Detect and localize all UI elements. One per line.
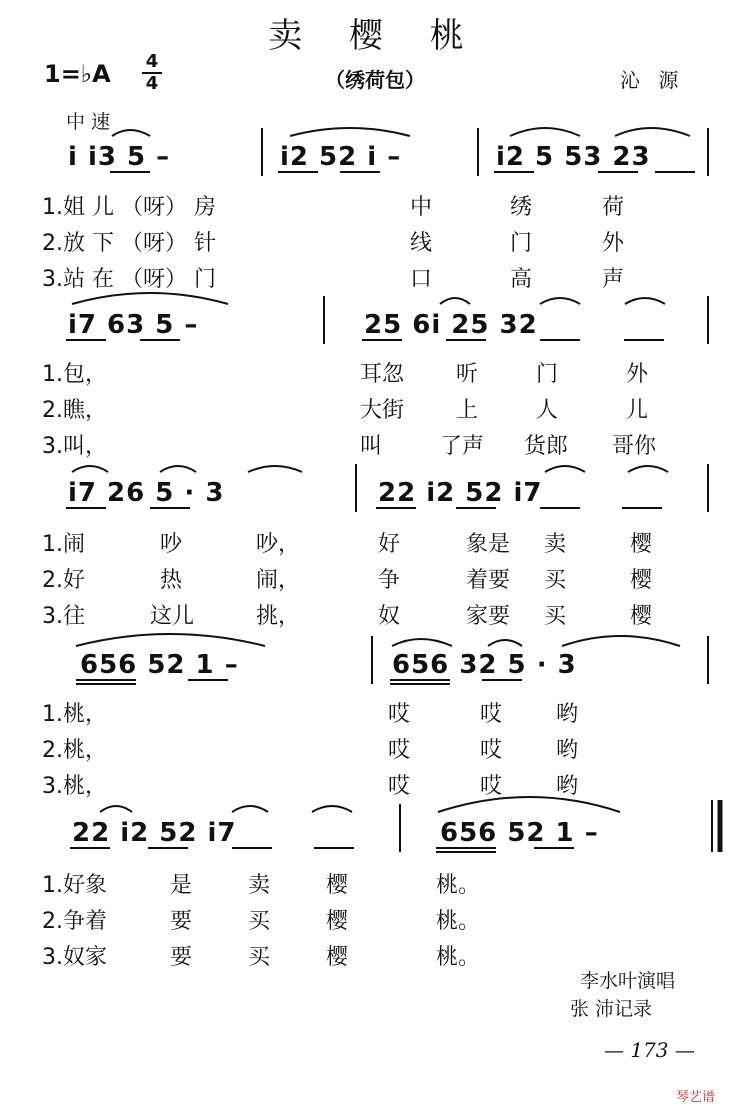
lyric-word: 外	[602, 231, 625, 256]
lyric-word: 耳忽	[360, 362, 405, 387]
slur	[72, 293, 228, 304]
lyric-word: 樱	[326, 873, 349, 898]
recorder-credit: 张 沛记录	[570, 998, 653, 1020]
lyric-word: 桃。	[436, 945, 481, 970]
lyric-word: 闹，	[256, 568, 301, 593]
lyric-word: 1.好象	[42, 873, 107, 898]
lyric-word: 3.奴家	[42, 945, 107, 970]
lyric-word: 门	[536, 362, 559, 387]
time-signature-top: 4	[145, 51, 159, 72]
lyric-word: 叫	[360, 434, 383, 459]
notation-bar: i i3 5 –	[68, 142, 171, 172]
lyric-word: 哟	[556, 738, 579, 763]
lyric-word: 了声	[440, 434, 485, 459]
song-title: 卖 樱 桃	[268, 16, 482, 56]
slur	[545, 466, 585, 472]
lyric-word: 买	[544, 604, 567, 629]
slur	[562, 636, 680, 646]
lyric-line: 3.桃，	[42, 774, 107, 799]
notation-bar: 656 32 5 · 3	[392, 650, 577, 680]
time-signature-bottom: 4	[145, 73, 159, 94]
lyric-word: 听	[456, 362, 479, 387]
lyric-word: 绣	[510, 195, 533, 220]
slur	[510, 128, 580, 136]
slur	[312, 806, 352, 812]
slur	[625, 298, 665, 304]
lyric-word: 挑，	[256, 604, 301, 629]
lyric-word: 哎	[388, 702, 411, 727]
lyric-word: 哟	[556, 702, 579, 727]
lyric-word: 桃。	[436, 873, 481, 898]
lyric-word: 高	[510, 267, 533, 292]
slur	[438, 797, 620, 812]
lyric-word: 哎	[480, 738, 503, 763]
watermark-logo: 琴艺谱	[676, 1090, 716, 1105]
lyric-word: 买	[248, 945, 271, 970]
lyric-word: 哥你	[612, 434, 657, 459]
lyric-word: 要	[170, 945, 193, 970]
lyric-word: 樱	[630, 604, 653, 629]
slur	[76, 634, 265, 646]
lyric-word: 樱	[630, 532, 653, 557]
lyric-word: 樱	[630, 568, 653, 593]
slur	[540, 298, 580, 304]
lyric-word: 门	[510, 231, 533, 256]
lyric-line: 2.桃，	[42, 738, 107, 763]
lyric-word: 货郎	[524, 434, 569, 459]
lyric-word: 口	[410, 267, 433, 292]
lyric-word: 这儿	[150, 604, 195, 629]
lyric-word: 是	[170, 873, 193, 898]
slur	[248, 466, 302, 472]
lyric-word: 买	[248, 909, 271, 934]
lyric-word: 热	[160, 568, 183, 593]
lyric-word: 荷	[602, 195, 625, 220]
lyric-word: 哟	[556, 774, 579, 799]
lyric-word: 吵，	[256, 532, 301, 557]
lyric-word: 争	[378, 568, 401, 593]
slur	[488, 640, 522, 646]
notation-bar: 656 52 1 –	[80, 650, 239, 680]
notation-bar: i7 26 5 · 3	[68, 478, 225, 508]
notation-bar: i2 5 53 23	[496, 142, 651, 172]
slur	[100, 806, 132, 812]
lyric-line: 2.瞧，	[42, 398, 107, 423]
lyric-word: 线	[410, 231, 433, 256]
lyric-line: 1.桃，	[42, 702, 107, 727]
lyric-word: 好	[378, 532, 401, 557]
lyric-word: 2.好	[42, 568, 85, 593]
lyric-word: 哎	[388, 738, 411, 763]
lyric-line: 3.叫，	[42, 434, 107, 459]
lyric-line: 2.放 下 （呀） 针	[42, 231, 216, 256]
lyric-word: 儿	[626, 398, 649, 423]
performer-credit: 李水叶演唱	[580, 970, 676, 992]
tempo-marking: 中速	[66, 111, 117, 133]
lyric-word: 声	[602, 267, 625, 292]
lyric-word: 家要	[466, 604, 511, 629]
notation-bar: i7 63 5 –	[68, 310, 199, 340]
slur	[290, 128, 410, 136]
lyric-word: 大街	[360, 398, 405, 423]
lyric-word: 3.往	[42, 604, 85, 629]
lyric-word: 奴	[378, 604, 401, 629]
notation-bar: 656 52 1 –	[440, 818, 599, 848]
lyric-word: 樱	[326, 945, 349, 970]
lyric-line: 1.包，	[42, 362, 107, 387]
slur	[72, 466, 108, 472]
lyric-word: 外	[626, 362, 649, 387]
lyric-word: 2.争着	[42, 909, 107, 934]
notation-bar: 22 i2 52 i7	[72, 818, 237, 848]
lyric-word: 象是	[466, 532, 511, 557]
lyric-word: 要	[170, 909, 193, 934]
lyric-word: 着要	[466, 568, 511, 593]
lyric-word: 卖	[248, 873, 271, 898]
slur	[628, 466, 668, 472]
notation-bar: 22 i2 52 i7	[378, 478, 543, 508]
lyric-word: 哎	[480, 702, 503, 727]
song-subtitle: （绣荷包）	[325, 68, 425, 92]
slur	[232, 806, 268, 812]
slur	[112, 130, 150, 136]
lyric-word: 卖	[544, 532, 567, 557]
slur	[392, 639, 452, 646]
song-origin: 沁 源	[620, 68, 685, 92]
lyric-word: 吵	[160, 532, 183, 557]
page-number: — 173 —	[604, 1038, 695, 1062]
slur	[160, 466, 196, 472]
key-signature: 1=♭A	[44, 60, 111, 88]
slur	[615, 128, 690, 136]
lyric-word: 上	[456, 398, 479, 423]
lyric-word: 哎	[480, 774, 503, 799]
lyric-word: 中	[410, 195, 433, 220]
notation-bar: i2 52 i –	[280, 142, 402, 172]
lyric-word: 买	[544, 568, 567, 593]
notation-bar: 25 6i 25 32	[364, 310, 538, 340]
lyric-word: 人	[536, 398, 559, 423]
lyric-word: 桃。	[436, 909, 481, 934]
lyric-word: 樱	[326, 909, 349, 934]
lyric-line: 1.姐 儿 （呀） 房	[42, 195, 216, 220]
lyric-word: 哎	[388, 774, 411, 799]
slur	[440, 298, 470, 304]
lyric-line: 3.站 在 （呀） 门	[42, 267, 216, 292]
lyric-word: 1.闹	[42, 532, 85, 557]
